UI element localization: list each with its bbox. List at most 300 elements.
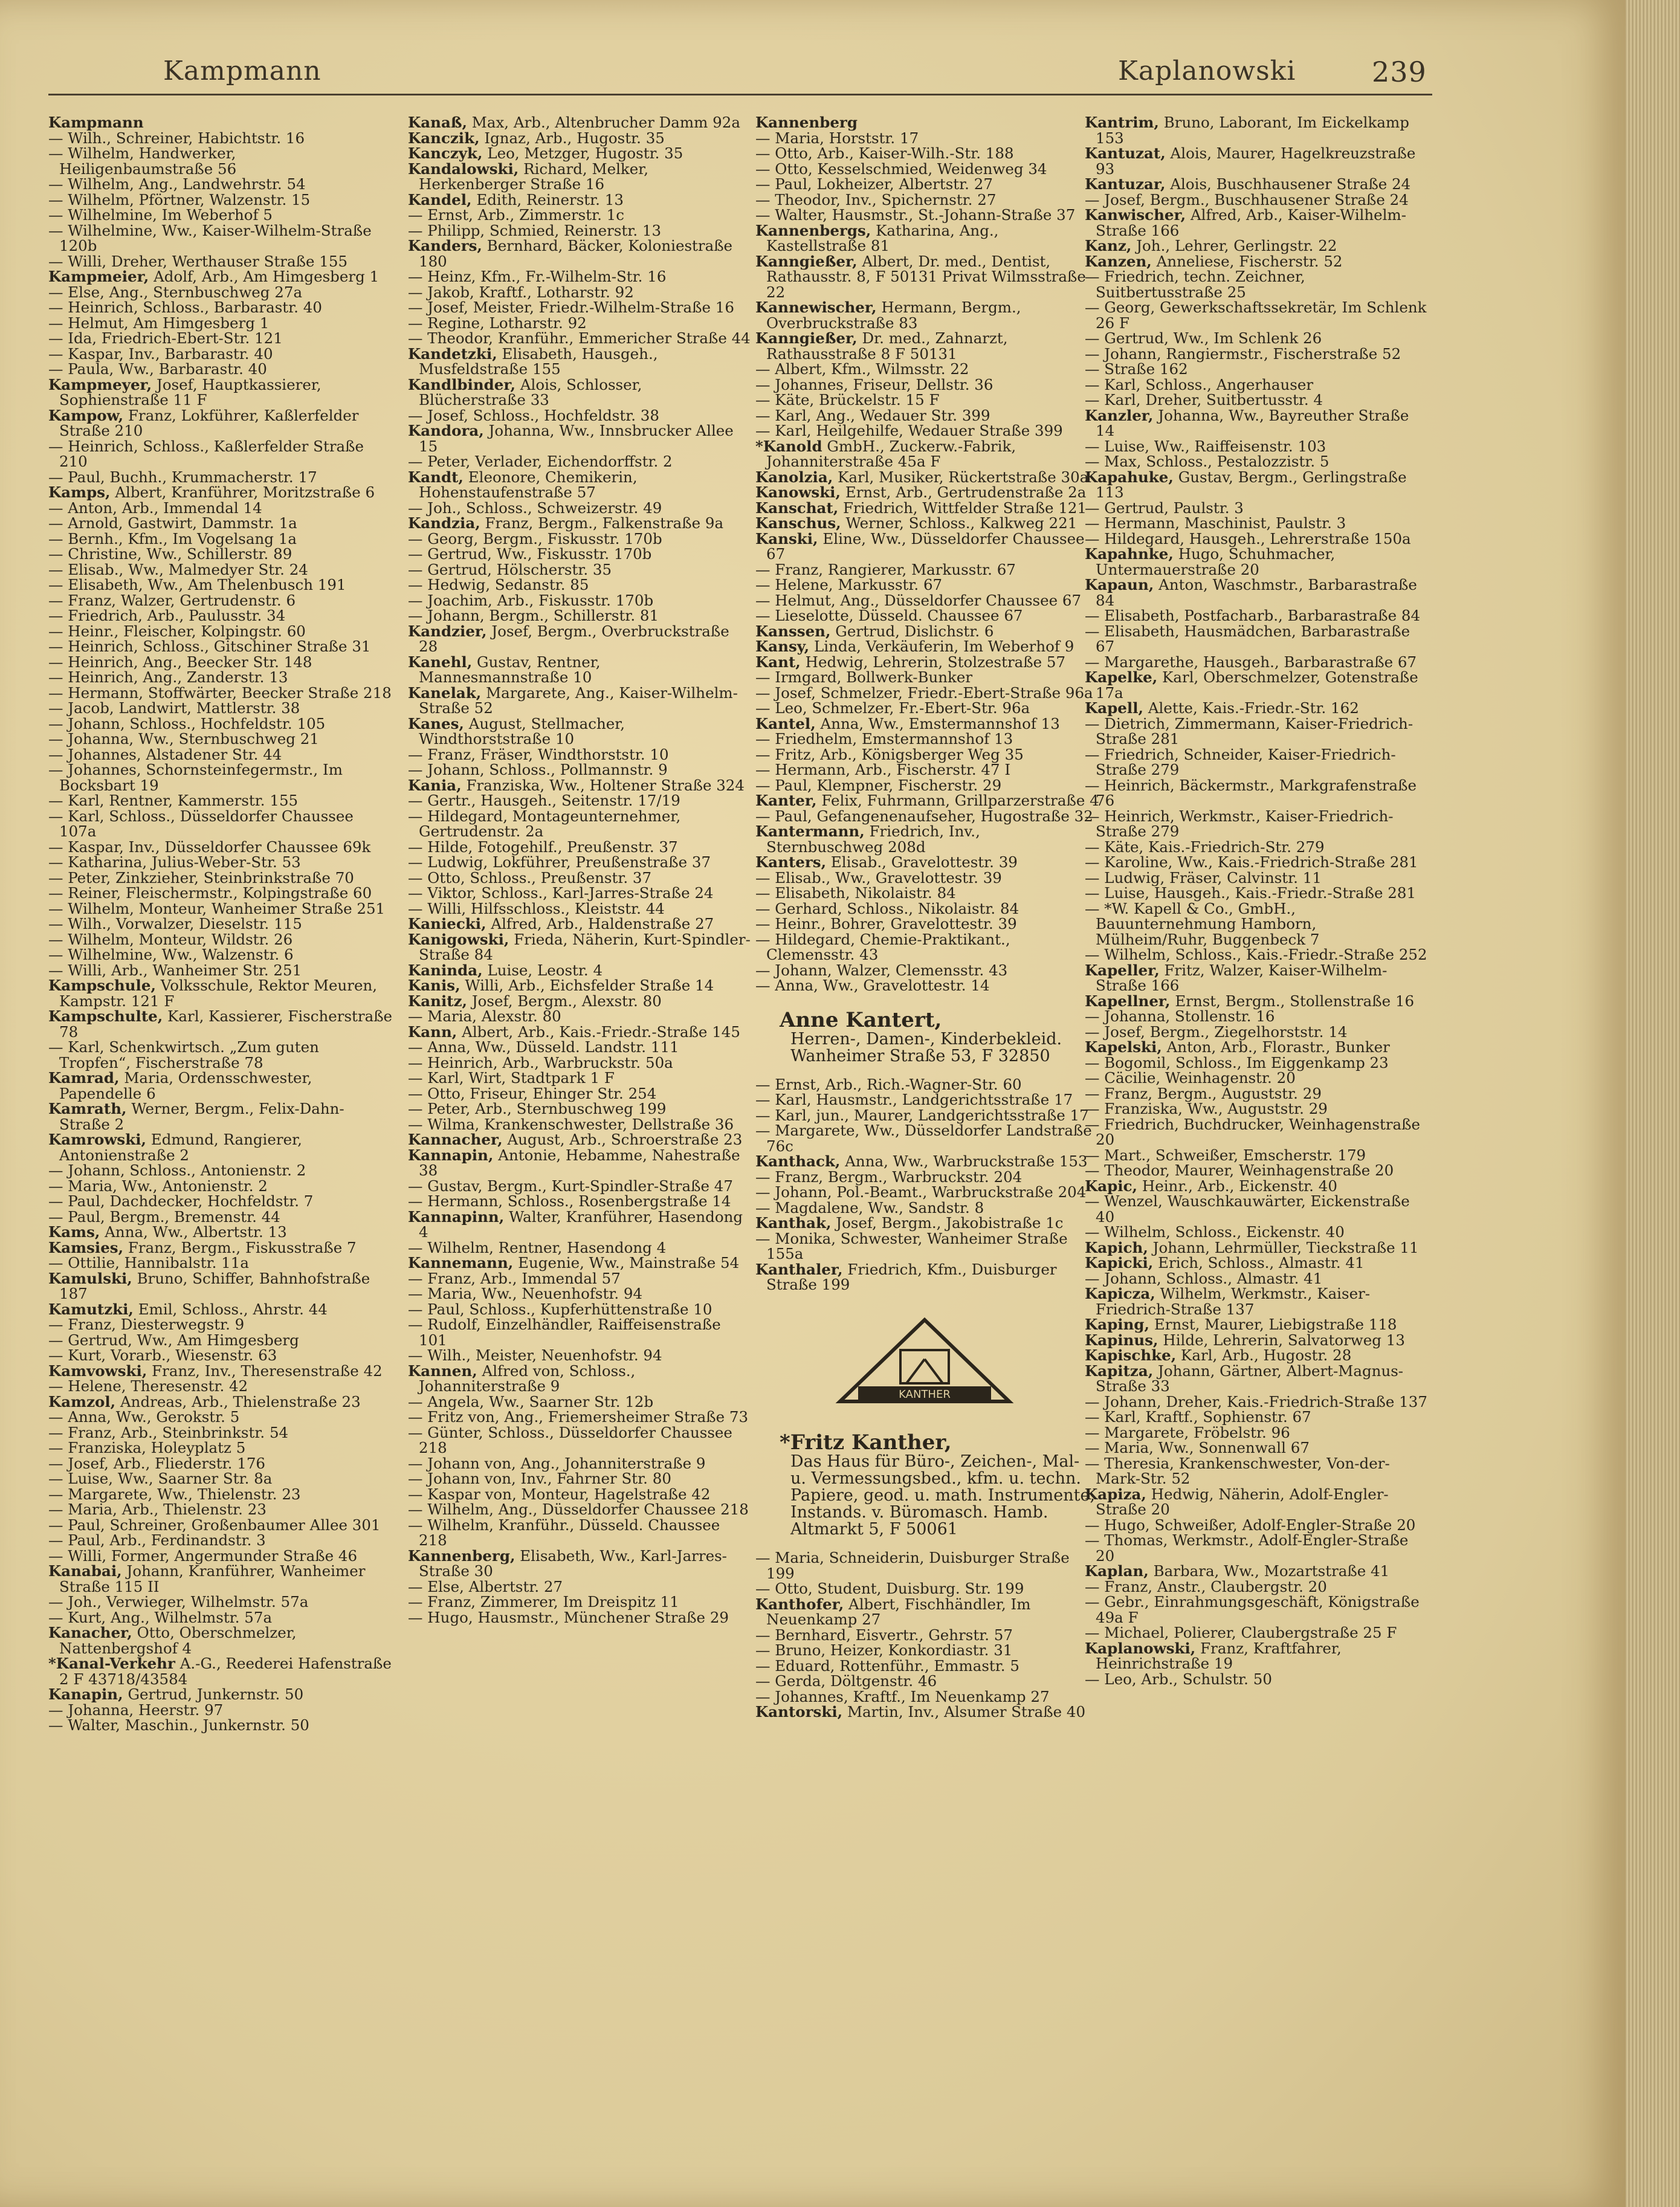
surname: Kampschule,	[48, 977, 156, 994]
directory-entry	[48, 855, 393, 870]
surname: Kamrath,	[48, 1100, 127, 1117]
entry-details: Katharina, Julius-Weber-Str. 53	[68, 853, 301, 871]
entry-details: Magdalene, Ww., Sandstr. 8	[775, 1198, 984, 1217]
entry-details: Angela, Ww., Saarner Str. 12b	[427, 1392, 654, 1410]
surname: Kanzler,	[1085, 406, 1154, 424]
entry-details: Anton, Arb., Immendal 14	[68, 499, 262, 517]
directory-entry	[755, 1550, 1100, 1581]
directory-entry	[1085, 1194, 1429, 1224]
directory-entry	[408, 654, 752, 685]
surname: Kanabai,	[48, 1562, 122, 1580]
directory-entry	[408, 1502, 752, 1517]
directory-entry	[755, 731, 1100, 747]
entry-details: Andreas, Arb., Thielenstraße 23	[120, 1392, 361, 1410]
directory-entry	[408, 377, 752, 408]
entry-details: Fritz von, Ang., Friemersheimer Straße 73	[427, 1408, 749, 1426]
directory-entry	[408, 1517, 752, 1548]
surname: Kanolzia,	[755, 468, 833, 486]
surname: Kaping,	[1085, 1316, 1150, 1333]
entry-details: Gerhard, Schloss., Nikolaistr. 84	[775, 899, 1019, 917]
surname: Kapeller,	[1085, 961, 1160, 979]
surname: Kamutzki,	[48, 1300, 134, 1318]
entry-details: Johanna, Ww., Sternbuschweg 21	[68, 730, 319, 748]
entry-details: Edith, Reinerstr. 13	[476, 190, 624, 208]
entry-details: Wilhelm, Ang., Landwehrstr. 54	[68, 175, 306, 193]
directory-entry	[755, 793, 1100, 809]
entry-details: Johann, Schloss., Almastr. 41	[1104, 1269, 1323, 1287]
directory-entry	[408, 1255, 752, 1271]
entry-details: Willi, Dreher, Werthauser Straße 155	[68, 252, 348, 270]
entry-details: Gertrud, Paulstr. 3	[1104, 499, 1244, 517]
advertiser-name: Anne Kantert,	[780, 1007, 942, 1032]
entry-details: A.-G., Reederei Hafenstraße 2 F 43718/43584	[59, 1655, 392, 1688]
directory-entry	[408, 1471, 752, 1487]
entry-details: Theresia, Krankenschwester, Von-der-Mark-Str. 52	[1096, 1454, 1390, 1487]
surname: Kantuzar,	[1085, 175, 1166, 193]
surname: Kanters,	[755, 853, 827, 871]
directory-entry	[1085, 1317, 1429, 1333]
surname: Kandlbinder,	[408, 375, 516, 393]
entry-details: Eleonore, Chemikerin, Hohenstaufenstraße 57	[419, 468, 638, 501]
entry-details: Heinrich, Ang., Beecker Str. 148	[68, 653, 312, 671]
entry-details: Helmut, Ang., Düsseldorfer Chaussee 67	[775, 591, 1082, 609]
directory-entry	[1085, 1039, 1429, 1055]
entry-details: Paul, Bergm., Bremenstr. 44	[68, 1207, 280, 1226]
entry-details: Franz, Anstr., Claubergstr. 20	[1104, 1577, 1327, 1595]
directory-entry	[1085, 1286, 1429, 1317]
directory-entry	[1085, 654, 1429, 670]
entry-details: Willi, Arb., Wanheimer Str. 251	[68, 961, 302, 979]
directory-entry	[48, 1348, 393, 1363]
entry-details: Franz, Fräser, Windthorststr. 10	[427, 745, 669, 763]
entry-details: Franz, Kraftfahrer, Heinrichstraße 19	[1096, 1639, 1342, 1672]
surname: Kantermann,	[755, 822, 865, 840]
directory-entry	[755, 1154, 1100, 1169]
surname: Kania,	[408, 776, 462, 794]
surname: Kanter,	[755, 792, 817, 809]
entry-details: Hermann, Stoffwärter, Beecker Straße 218	[68, 683, 392, 702]
entry-details: Alois, Buschhausener Straße 24	[1170, 175, 1411, 193]
entry-details: Herren-, Damen-, Kinderbekleid. Wanheimer Straße 53, F 32850	[790, 1029, 1062, 1065]
entry-details: Johann, Bergm., Schillerstr. 81	[427, 607, 659, 624]
entry-details: Maria, Ordensschwester, Papendelle 6	[59, 1069, 312, 1102]
entry-details: Wilhelmine, Im Weberhof 5	[68, 206, 273, 224]
directory-entry	[755, 515, 1100, 531]
column-2	[408, 115, 752, 1625]
directory-entry	[48, 331, 393, 346]
directory-entry	[1085, 1163, 1429, 1178]
entry-details: Otto, Arb., Kaiser-Wilh.-Str. 188	[775, 144, 1014, 162]
surname: Kandzia,	[408, 514, 480, 532]
entry-details: Fritz, Walzer, Kaiser-Wilhelm-Straße 166	[1096, 961, 1388, 994]
entry-details: Alfred, Arb., Kaiser-Wilhelm-Straße 166	[1096, 206, 1406, 239]
entry-details: Paul, Lokheizer, Albertstr. 27	[775, 175, 993, 193]
surname: Kampow,	[48, 406, 124, 424]
directory-entry	[48, 1717, 393, 1733]
entry-details: Karl, jun., Maurer, Landgerichtsstraße 17	[775, 1106, 1089, 1124]
directory-entry	[48, 1548, 393, 1564]
entry-details: Wilh., Vorwalzer, Dieselstr. 115	[68, 915, 302, 932]
surname: Kantrim,	[1085, 114, 1159, 131]
directory-entry	[755, 916, 1100, 932]
directory-entry	[408, 593, 752, 609]
entry-details: Karl, Ang., Wedauer Str. 399	[775, 406, 990, 424]
directory-entry	[408, 716, 752, 747]
directory-entry	[1085, 207, 1429, 238]
entry-details: Josef, Bergm., Buschhausener Straße 24	[1104, 190, 1409, 208]
entry-details: Elisabeth, Hausgeh., Musfeldstraße 155	[419, 344, 658, 378]
directory-entry	[1085, 392, 1429, 408]
entry-details: Paul, Klempner, Fischerstr. 29	[775, 776, 1002, 794]
entry-details: Willi, Hilfsschloss., Kleiststr. 44	[427, 899, 665, 917]
surname: Kandora,	[408, 422, 484, 439]
directory-entry	[408, 454, 752, 470]
directory-entry	[1085, 1487, 1429, 1517]
entry-details: Karl, Schloss., Düsseldorfer Chaussee 107a	[59, 807, 354, 840]
directory-entry	[48, 1333, 393, 1348]
column-3	[755, 115, 1100, 1720]
directory-entry	[408, 762, 752, 778]
directory-entry	[408, 1317, 752, 1348]
directory-entry	[1085, 1024, 1429, 1040]
entry-details: Gertrud, Hölscherstr. 35	[427, 560, 612, 578]
entry-details: Wilma, Krankenschwester, Dellstraße 36	[427, 1115, 734, 1133]
surname: Kapinus,	[1085, 1331, 1158, 1349]
directory-entry	[1085, 1579, 1429, 1595]
entry-details: Heinz, Kfm., Fr.-Wilhelm-Str. 16	[427, 268, 667, 285]
directory-entry	[48, 269, 393, 285]
entry-details: Wilh., Schreiner, Habichtstr. 16	[68, 129, 305, 147]
entry-details: Lieselotte, Düsseld. Chaussee 67	[775, 607, 1023, 624]
entry-details: Viktor, Schloss., Karl-Jarres-Straße 24	[427, 884, 714, 902]
directory-entry	[755, 331, 1100, 361]
surname: Kanthak,	[755, 1214, 832, 1232]
directory-entry	[48, 1471, 393, 1487]
directory-entry	[48, 1194, 393, 1209]
entry-details: Jakob, Kraftf., Lotharstr. 92	[427, 283, 634, 301]
surname: Kapitza,	[1085, 1362, 1154, 1380]
directory-entry	[48, 1178, 393, 1194]
directory-entry	[48, 639, 393, 654]
entry-details: Elisabeth, Nikolaistr. 84	[775, 884, 956, 902]
surname: Kanczik,	[408, 129, 480, 147]
directory-entry	[48, 809, 393, 839]
surname: Kanzen,	[1085, 252, 1152, 270]
directory-entry	[48, 315, 393, 331]
directory-entry	[1085, 176, 1429, 192]
entry-details: Ernst, Arb., Gertrudenstraße 2a	[845, 483, 1087, 501]
directory-entry	[408, 562, 752, 578]
directory-entry	[48, 300, 393, 315]
entry-details: Christine, Ww., Schillerstr. 89	[68, 545, 292, 563]
entry-details: Willi, Former, Angermunder Straße 46	[68, 1546, 358, 1565]
entry-details: Maria, Horststr. 17	[775, 129, 919, 147]
header-rule	[48, 94, 1432, 95]
directory-entry	[1085, 1009, 1429, 1024]
directory-entry	[1085, 994, 1429, 1009]
surname: Kapiza,	[1085, 1485, 1146, 1503]
surname: Kampmann	[48, 114, 144, 131]
directory-entry	[408, 1487, 752, 1502]
directory-entry	[48, 1702, 393, 1718]
surname: Kamps,	[48, 483, 111, 501]
directory-entry	[1085, 1594, 1429, 1625]
surname: Kandzier,	[408, 622, 487, 640]
directory-entry	[755, 608, 1100, 624]
entry-details: Antonie, Hebamme, Nahestraße 38	[419, 1146, 740, 1179]
entry-details: Helene, Markusstr. 67	[775, 576, 943, 593]
directory-entry	[48, 1302, 393, 1317]
entry-details: Hugo, Hausmstr., Münchener Straße 29	[427, 1608, 729, 1626]
surname: Kanitz,	[408, 992, 468, 1010]
entry-details: Leo, Metzger, Hugostr. 35	[487, 144, 683, 162]
entry-details: Kurt, Vorarb., Wiesenstr. 63	[68, 1346, 277, 1364]
directory-entry	[48, 747, 393, 763]
directory-entry	[755, 685, 1100, 701]
surname: Kannacher,	[408, 1131, 503, 1148]
entry-details: Kurt, Ang., Wilhelmstr. 57a	[68, 1608, 273, 1626]
directory-entry	[755, 1077, 1100, 1093]
directory-entry	[408, 1610, 752, 1626]
surname: Kannen,	[408, 1362, 477, 1380]
directory-entry	[48, 916, 393, 932]
entry-details: Wilhelm, Pförtner, Walzenstr. 15	[68, 190, 311, 208]
entry-details: Ernst, Arb., Rich.-Wagner-Str. 60	[775, 1075, 1022, 1093]
entry-details: Gustav, Bergm., Gerlingstraße 113	[1096, 468, 1407, 501]
entry-details: Bruno, Schiffer, Bahnhofstraße 187	[59, 1269, 370, 1302]
directory-entry	[408, 1409, 752, 1425]
entry-details: Wilhelm, Handwerker, Heiligenbaumstraße 56	[59, 144, 237, 178]
directory-entry	[408, 793, 752, 809]
entry-details: Leo, Schmelzer, Fr.-Ebert-Str. 96a	[775, 699, 1030, 717]
entry-details: Wilhelm, Monteur, Wanheimer Straße 251	[68, 899, 386, 917]
directory-entry	[1085, 1517, 1429, 1533]
entry-details: Friedrich, Buchdrucker, Weinhagenstraße 20	[1096, 1115, 1421, 1148]
entry-details: Hilde, Fotogehilf., Preußenstr. 37	[427, 838, 678, 856]
directory-entry	[408, 901, 752, 917]
entry-details: Alfred von, Schloss., Johanniterstraße 9	[419, 1362, 636, 1395]
entry-details: Johannes, Alstadener Str. 44	[68, 745, 282, 763]
directory-entry	[755, 1108, 1100, 1123]
surname: Kapelski,	[1085, 1038, 1162, 1056]
directory-entry	[755, 531, 1100, 562]
entry-details: Eduard, Rottenführ., Emmastr. 5	[775, 1656, 1019, 1675]
entry-details: Ignaz, Arb., Hugostr. 35	[484, 129, 665, 147]
column-1	[48, 115, 393, 1733]
entry-details: Wilhelm, Kranführ., Düsseld. Chaussee 218	[419, 1516, 720, 1549]
entry-details: Barbara, Ww., Mozartstraße 41	[1153, 1562, 1390, 1580]
directory-entry	[48, 515, 393, 531]
entry-details: Heinrich, Schloss., Barbarastr. 40	[68, 299, 322, 316]
surname: Kapell,	[1085, 699, 1144, 717]
directory-entry	[1085, 192, 1429, 208]
entry-details: Walter, Hausmstr., St.-Johann-Straße 37	[775, 206, 1076, 224]
surname: Kandalowski,	[408, 160, 519, 178]
surname: Kampmeyer,	[48, 375, 152, 393]
entry-details: Friedrich, Schneider, Kaiser-Friedrich-Straße 279	[1096, 745, 1396, 778]
directory-entry	[1085, 1672, 1429, 1687]
entry-details: Walter, Kranführer, Hasendong 4	[419, 1207, 743, 1241]
directory-entry	[408, 1579, 752, 1595]
directory-entry	[48, 1271, 393, 1302]
directory-entry	[48, 1625, 393, 1656]
entry-details: Das Haus für Büro-, Zeichen-, Mal- u. Vermessungsbed., kfm. u. techn. Papiere, geod. u. math. Instrumente, Instands. v. Büromasch. Hamb. Altmarkt 5, F 50061	[790, 1452, 1096, 1539]
entry-details: Heinrich, Ang., Zanderstr. 13	[68, 668, 288, 686]
entry-details: Johanna, Stollenstr. 16	[1104, 1007, 1275, 1025]
directory-entry	[408, 1348, 752, 1363]
entry-details: Johanna, Heerstr. 97	[68, 1701, 224, 1719]
directory-entry	[1085, 747, 1429, 778]
entry-details: Maria, Ww., Sonnenwall 67	[1104, 1439, 1310, 1456]
entry-details: Johann von, Inv., Fahrner Str. 80	[427, 1470, 671, 1487]
directory-entry	[48, 1009, 393, 1039]
entry-details: Else, Ang., Sternbuschweg 27a	[68, 283, 303, 301]
entry-details: Paul, Dachdecker, Hochfeldstr. 7	[68, 1192, 314, 1210]
entry-details: Franz, Bergm., Auguststr. 29	[1104, 1084, 1322, 1102]
directory-entry	[1085, 670, 1429, 700]
running-header-right: Kaplanowski	[1118, 56, 1296, 86]
directory-entry	[755, 577, 1100, 593]
surname: Kamulski,	[48, 1269, 132, 1287]
directory-entry	[48, 346, 393, 362]
directory-entry	[48, 1101, 393, 1132]
entry-details: Paul, Gefangenenaufseher, Hugostraße 32	[775, 807, 1093, 825]
directory-entry	[1085, 1533, 1429, 1563]
entry-details: Karl, Hausmstr., Landgerichtsstraße 17	[775, 1091, 1073, 1108]
directory-entry	[755, 500, 1100, 516]
entry-details: Hermann, Schloss., Rosenbergstraße 14	[427, 1192, 731, 1210]
entry-details: Alois, Maurer, Hagelkreuzstraße 93	[1096, 144, 1416, 178]
entry-details: Josef, Schloss., Hochfeldstr. 38	[427, 406, 659, 424]
directory-entry	[48, 562, 393, 578]
surname: Kanski,	[755, 529, 818, 548]
directory-entry	[48, 470, 393, 485]
entry-details: Gustav, Bergm., Kurt-Spindler-Straße 47	[427, 1177, 733, 1195]
directory-entry	[408, 1024, 752, 1040]
entry-details: Hugo, Schweißer, Adolf-Engler-Straße 20	[1104, 1516, 1416, 1534]
directory-entry	[48, 207, 393, 223]
directory-entry	[48, 947, 393, 963]
entry-details: Anna, Ww., Warbruckstraße 153	[845, 1152, 1088, 1170]
entry-details: Luise, Ww., Raiffeisenstr. 103	[1104, 437, 1326, 455]
directory-entry	[1085, 254, 1429, 270]
entry-details: Käte, Brückelstr. 15 F	[775, 391, 940, 409]
entry-details: Wilhelm, Werkmstr., Kaiser-Friedrich-Straße 137	[1096, 1285, 1371, 1318]
directory-entry	[755, 855, 1100, 870]
advertiser-name: *Fritz Kanther,	[780, 1430, 952, 1455]
entry-details: Thomas, Werkmstr., Adolf-Engler-Straße 20	[1096, 1531, 1409, 1565]
entry-details: Johann, Walzer, Clemensstr. 43	[775, 961, 1008, 979]
entry-details: Regine, Lotharstr. 92	[427, 314, 587, 332]
page-number: 239	[1372, 56, 1427, 88]
directory-entry	[408, 192, 752, 208]
directory-entry	[1085, 1055, 1429, 1071]
entry-details: Anna, Ww., Gerokstr. 5	[68, 1408, 240, 1426]
entry-details: Maria, Schneiderin, Duisburger Straße 199	[766, 1549, 1070, 1582]
entry-details: Margarethe, Hausgeh., Barbarastraße 67	[1104, 653, 1417, 671]
directory-entry	[48, 1378, 393, 1394]
directory-entry	[408, 1178, 752, 1194]
entry-details: Karl, Dreher, Suitbertusstr. 4	[1104, 391, 1323, 409]
surname: Kandetzki,	[408, 344, 497, 363]
directory-entry	[408, 1363, 752, 1394]
directory-entry	[1085, 885, 1429, 901]
directory-entry	[1085, 1394, 1429, 1410]
directory-entry	[755, 1704, 1100, 1720]
entry-details: Reiner, Fleischermstr., Kolpingstraße 60	[68, 884, 372, 902]
entry-details: Werner, Schloss., Kalkweg 221	[845, 514, 1077, 532]
entry-details: Bernhard, Eisvertr., Gehrstr. 57	[775, 1626, 1013, 1644]
entry-details: Josef, Schmelzer, Friedr.-Ebert-Straße 96a	[775, 683, 1093, 702]
entry-details: Heinrich, Schloss., Gitschiner Straße 31	[68, 638, 371, 655]
entry-details: Frieda, Näherin, Kurt-Spindler-Straße 84	[419, 930, 751, 963]
book-page-edges	[1626, 0, 1680, 2207]
directory-entry	[1085, 947, 1429, 963]
entry-details: Friedrich, Kfm., Duisburger Straße 199	[766, 1260, 1057, 1293]
surname: Kanaß,	[408, 114, 467, 131]
entry-details: Hermann, Arb., Fischerstr. 47 I	[775, 761, 1011, 778]
entry-details: Philipp, Schmied, Reinerstr. 13	[427, 221, 662, 239]
entry-details: Elisabeth, Ww., Am Thelenbusch 191	[68, 576, 346, 593]
entry-details: Michael, Polierer, Claubergstraße 25 F	[1104, 1624, 1397, 1641]
directory-entry	[48, 223, 393, 254]
directory-entry	[48, 531, 393, 547]
entry-details: Straße 162	[1104, 360, 1188, 378]
entry-details: Karl, Kassierer, Fischerstraße 78	[59, 1007, 393, 1041]
directory-entry	[755, 1689, 1100, 1705]
entry-details: Anna, Ww., Düsseld. Landstr. 111	[427, 1038, 679, 1056]
entry-details: Mart., Schweißer, Emscherstr. 179	[1104, 1146, 1366, 1164]
directory-entry	[48, 608, 393, 624]
directory-entry	[48, 1224, 393, 1240]
directory-entry	[1085, 577, 1429, 608]
directory-entry	[755, 1643, 1100, 1658]
entry-details: GmbH., Zuckerw.-Fabrik, Johanniterstraße 45a F	[766, 437, 1016, 470]
entry-details: Monika, Schwester, Wanheimer Straße 155a	[766, 1229, 1068, 1262]
directory-entry	[1085, 778, 1429, 809]
directory-entry	[1085, 331, 1429, 346]
directory-entry	[755, 176, 1100, 192]
entry-details: Friedrich, techn. Zeichner, Suitbertusstraße 25	[1096, 268, 1305, 301]
directory-entry	[408, 994, 752, 1009]
directory-entry	[1085, 963, 1429, 994]
directory-entry	[755, 161, 1100, 177]
entry-details: Heinrich, Bäckermstr., Markgrafenstraße 76	[1096, 776, 1417, 809]
directory-entry	[755, 207, 1100, 223]
surname: Kantuzat,	[1085, 144, 1166, 162]
directory-entry	[755, 885, 1100, 901]
directory-entry	[48, 1594, 393, 1610]
directory-entry	[755, 639, 1100, 654]
entry-details: Volksschule, Rektor Meuren, Kampstr. 121 F	[59, 977, 378, 1010]
entry-details: Bernhard, Bäcker, Koloniestraße 180	[419, 237, 733, 270]
entry-details: Anna, Ww., Gravelottestr. 14	[775, 977, 990, 994]
logo-text: KANTHER	[899, 1388, 951, 1401]
directory-entry	[48, 793, 393, 809]
surname: Kanehl,	[408, 653, 473, 671]
entry-details: Elisabeth, Postfacharb., Barbarastraße 84	[1104, 607, 1421, 624]
entry-details: Franziska, Holeyplatz 5	[68, 1439, 246, 1456]
directory-entry	[48, 546, 393, 562]
directory-entry	[755, 747, 1100, 763]
surname: Kantorski,	[755, 1703, 843, 1721]
directory-entry	[48, 146, 393, 176]
entry-details: Johann, Dreher, Kais.-Friedrich-Straße 137	[1104, 1392, 1427, 1410]
entry-details: Johann, Schloss., Hochfeldstr. 105	[68, 714, 326, 732]
directory-entry	[1085, 470, 1429, 500]
directory-entry	[48, 731, 393, 747]
entry-details: Johanna, Ww., Innsbrucker Allee 15	[419, 422, 734, 455]
